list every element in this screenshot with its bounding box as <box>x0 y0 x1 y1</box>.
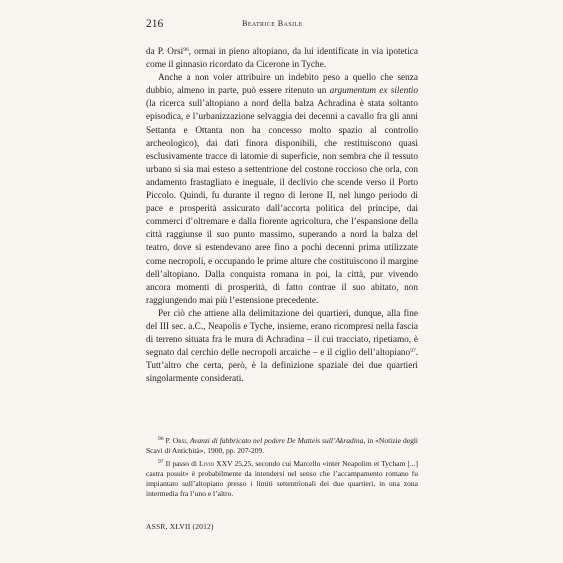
page-number: 216 <box>146 18 164 30</box>
paragraph-1 <box>146 46 418 72</box>
page-header <box>146 18 418 32</box>
footnote-96-author: P. Orsi <box>165 436 186 445</box>
running-head: Beatrice Basile <box>242 19 303 28</box>
paragraph-3-text: . Tutt’altro che certa, però, è la definizione spaziale dei due quartieri singolarmente considerati. <box>146 348 418 385</box>
paragraph-3-lead: Per ciò che attiene alla delimitazione dei quartieri, dunque, alla fine del III sec. a.C., Neapolis e Tyche, insieme, erano ricompresi nella fascia di terreno situata fra le mura di Achradina – il cui tracciato, ripetiamo, è segnato dal cerchio delle necropoli arcaiche – e il ciglio dell’altopiano <box>146 308 418 359</box>
paragraph-2-lead: Anche a non voler attribuire un indebito peso a quello che senza dubbio, almeno in parte, può essere ritenuto un <box>146 73 418 97</box>
paragraph-2 <box>146 72 418 308</box>
footnote-ref-96[interactable]: 96 <box>183 47 189 53</box>
footnotes <box>146 436 418 503</box>
footnote-96: $^{96}$ P. Orsi, Avanzi di fabbricato nel podere De Matteis sull’Akradina, in «Notizie degli Scavi di Antichità», 1900, pp. 207-209. <box>146 436 419 456</box>
footnote-96-title: Avanzi di fabbricato nel podere De Matteis sull’Akradina <box>189 436 364 445</box>
footnote-number-96: 96 <box>158 436 164 442</box>
paragraph-1-text: , ormai in pieno altopiano, da lui identificate in via ipotetica come il ginnasio ricordato da Cicerone in Tyche. <box>146 47 419 71</box>
footnote-97-lead: Il passo di <box>165 459 200 469</box>
footnote-96-citation: , in «Notizie degli Scavi di Antichità», 1900, pp. 207-209. <box>146 436 419 456</box>
paragraph-2-text: (la ricerca sull’altopiano a nord della balza Achradina è stata soltanto episodica, e l’urbanizzazione selvaggia dei decenni a cavallo fra gli anni Settanta e Ottanta non ha concesso molto spazio al controllo archeologico), dai dati finora disponibili, che restituiscono quasi esclusivamente tracce di latomie di superficie, non sembra che il tessuto urbano si sia mai esteso a settentrione del costone roccioso che orla, con andamento frastagliato e ineguale, il declivio che scende verso il Porto Piccolo. Quindi, fu durante il regno di Ierone II, nel lungo periodo di pace e prosperità assicurato dall’accorta politica del principe, dai commerci d’oltremare e dalla fiorente agricoltura, che l’espansione della città raggiunse il suo punto massimo, superando a nord la balza del teatro, dove si estendevano aree fino a pochi decenni prima utilizzate come necropoli, e occupando le prime alture che costituiscono il margine dell’altopiano. Dalla conquista romana in poi, la città, pur vivendo ancora momenti di prosperità, di fatto contrae il suo abitato, non raggiungendo mai più l’estensione precedente. <box>146 99 418 306</box>
journal-footer: ASSR, XLVII (2012) <box>146 522 214 531</box>
main-text <box>146 46 418 386</box>
latin-phrase: argumentum ex silentio <box>329 86 418 97</box>
footnote-97-text: XXV 25,25, secondo cui Marcello «inter Neapolim et Tycham [...] castra posuit» è probabilmente da intendersi nel senso che l’accampamento romano fu impiantato sull’altopiano presso i limiti settentrionali dei due quartieri, in una zona intermedia fra l’uno e l’altro. <box>146 459 418 499</box>
paragraph-3 <box>146 308 418 387</box>
footnote-97 <box>146 459 418 499</box>
footnote-ref-97[interactable]: 97 <box>410 348 416 355</box>
footnote-97-author: Livio <box>199 459 215 469</box>
footnote-number-97: 97 <box>158 459 164 466</box>
orsi-reference: da P. Orsi <box>146 47 184 57</box>
